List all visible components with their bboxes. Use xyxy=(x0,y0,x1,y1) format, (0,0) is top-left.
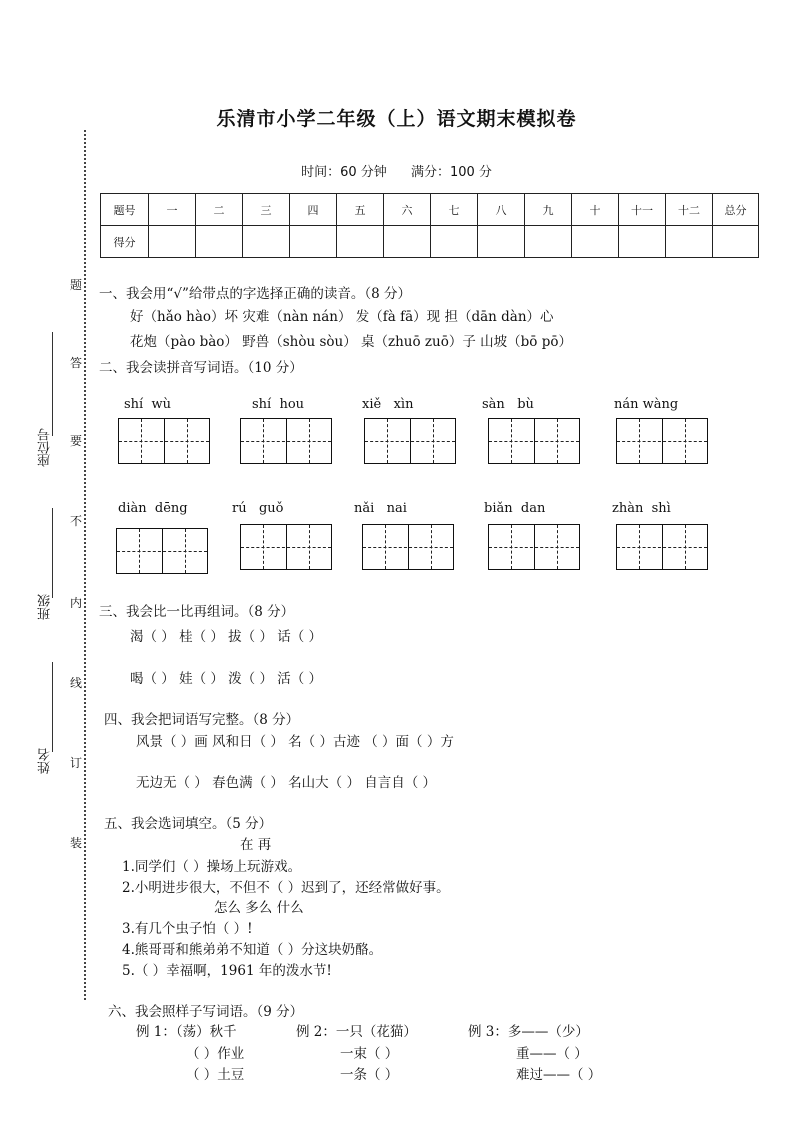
exercise-item: 重——（ ） xyxy=(516,1046,588,1062)
word-choices-1: 在 再 xyxy=(240,837,272,853)
score-header-cell: 二 xyxy=(196,194,243,226)
question-4: 4.熊哥哥和熊弟弟不知道（ ）分这块奶酪。 xyxy=(122,942,383,958)
binding-dotted-line xyxy=(84,130,86,1000)
section-4-line-1: 风景（ ）画 风和日（ ） 名（ ）古迹 （ ）面（ ）方 xyxy=(136,734,454,750)
pinyin-label: biǎn dan xyxy=(484,501,546,516)
pinyin-label: nán wàng xyxy=(614,397,679,412)
pinyin-label: zhàn shì xyxy=(612,501,671,516)
question-2: 2.小明进步很大，不但不（ ）迟到了，还经常做好事。 xyxy=(122,880,450,896)
score-input-cell[interactable] xyxy=(196,226,243,258)
seal-char: 不 xyxy=(69,514,82,528)
score-header-cell: 题号 xyxy=(101,194,149,226)
score-header-cell: 四 xyxy=(290,194,337,226)
section-1-heading: 一、我会用“√”给带点的字选择正确的读音。（8 分） xyxy=(99,286,412,302)
page-title: 乐清市小学二年级（上）语文期末模拟卷 xyxy=(216,108,577,130)
exercise-item: （ ）作业 xyxy=(186,1046,245,1062)
example-3: 例 3：多——（少） xyxy=(468,1024,589,1040)
tianzige-writing-box[interactable] xyxy=(364,418,456,464)
section-2-heading: 二、我会读拼音写词语。（10 分） xyxy=(99,360,303,376)
pinyin-label: diàn dēng xyxy=(118,501,188,516)
score-header-cell: 一 xyxy=(149,194,196,226)
tianzige-writing-box[interactable] xyxy=(118,418,210,464)
tianzige-writing-box[interactable] xyxy=(488,524,580,570)
score-header-cell: 十 xyxy=(572,194,619,226)
score-input-cell[interactable] xyxy=(713,226,759,258)
name-fill-line[interactable] xyxy=(52,662,53,752)
tianzige-writing-box[interactable] xyxy=(488,418,580,464)
exercise-item: 难过——（ ） xyxy=(516,1067,602,1083)
score-table xyxy=(100,193,759,258)
section-1-line-2: 花炮（pào bào） 野兽（shòu sòu） 桌（zhuō zuō）子 山坡（bō pō） xyxy=(130,334,572,350)
seal-char: 订 xyxy=(69,756,82,770)
score-input-cell[interactable] xyxy=(666,226,713,258)
score-input-cell[interactable] xyxy=(243,226,290,258)
pinyin-label: rú guǒ xyxy=(232,501,284,516)
score-header-cell: 十一 xyxy=(619,194,666,226)
score-row-label: 得分 xyxy=(101,226,149,258)
exam-full-score: 满分：100 分 xyxy=(410,165,492,180)
section-3-line-2: 喝（ ） 娃（ ） 泼（ ） 活（ ） xyxy=(130,671,323,687)
section-3-line-1: 渴（ ） 桂（ ） 拔（ ） 话（ ） xyxy=(130,629,323,645)
section-3-heading: 三、我会比一比再组词。（8 分） xyxy=(99,604,295,620)
pinyin-label: xiě xìn xyxy=(362,397,414,412)
example-2: 例 2：一只（花猫） xyxy=(296,1024,417,1040)
exercise-item: 一束（ ） xyxy=(340,1046,399,1062)
section-1-line-1: 好（hǎo hào）坏 灾难（nàn nán） 发（fà fā）现 担（dān dàn）心 xyxy=(130,309,554,325)
pinyin-label: shí hou xyxy=(252,397,305,412)
score-input-cell[interactable] xyxy=(431,226,478,258)
score-input-cell[interactable] xyxy=(572,226,619,258)
word-choices-2: 怎么 多么 什么 xyxy=(214,900,304,916)
score-input-cell[interactable] xyxy=(525,226,572,258)
question-1: 1.同学们（ ）操场上玩游戏。 xyxy=(122,859,302,875)
seal-char: 要 xyxy=(69,434,82,448)
question-3: 3.有几个虫子怕（ ）! xyxy=(122,921,253,937)
seal-char: 装 xyxy=(69,836,82,850)
tianzige-writing-box[interactable] xyxy=(116,528,208,574)
score-input-cell[interactable] xyxy=(478,226,525,258)
class-fill-line[interactable] xyxy=(52,508,53,598)
seal-char: 题 xyxy=(69,278,82,292)
example-1: 例 1：（荡）秋千 xyxy=(136,1024,237,1040)
section-5-heading: 五、我会选词填空。（5 分） xyxy=(104,816,273,832)
score-input-cell[interactable] xyxy=(149,226,196,258)
score-header-cell: 六 xyxy=(384,194,431,226)
tianzige-writing-box[interactable] xyxy=(240,418,332,464)
score-header-cell: 九 xyxy=(525,194,572,226)
score-input-cell[interactable] xyxy=(619,226,666,258)
score-header-cell: 十二 xyxy=(666,194,713,226)
exam-info xyxy=(0,161,793,180)
pinyin-label: nǎi nai xyxy=(354,501,407,516)
section-6-heading: 六、我会照样子写词语。（9 分） xyxy=(108,1004,304,1020)
seal-char: 内 xyxy=(69,596,82,610)
score-input-cell[interactable] xyxy=(384,226,431,258)
exam-time: 时间：60 分钟 xyxy=(301,165,387,180)
class-label: 班级 xyxy=(38,594,53,620)
score-input-cell[interactable] xyxy=(337,226,384,258)
exercise-item: （ ）土豆 xyxy=(186,1067,245,1083)
score-table-score-row xyxy=(101,226,759,258)
pinyin-label: sàn bù xyxy=(482,397,534,412)
pinyin-label: shí wù xyxy=(124,397,171,412)
tianzige-writing-box[interactable] xyxy=(240,524,332,570)
score-header-cell: 八 xyxy=(478,194,525,226)
tianzige-writing-box[interactable] xyxy=(362,524,454,570)
seat-number-fill-line[interactable] xyxy=(52,332,53,436)
score-header-cell: 七 xyxy=(431,194,478,226)
score-header-cell: 总分 xyxy=(713,194,759,226)
tianzige-writing-box[interactable] xyxy=(616,524,708,570)
section-4-line-2: 无边无（ ） 春色满（ ） 名山大（ ） 自言自（ ） xyxy=(136,775,437,791)
tianzige-writing-box[interactable] xyxy=(616,418,708,464)
question-5: 5.（ ）幸福啊，1961 年的泼水节! xyxy=(122,963,332,979)
seat-number-label: 座位号 xyxy=(38,428,53,467)
name-label: 姓名 xyxy=(38,748,53,774)
score-header-cell: 三 xyxy=(243,194,290,226)
score-table-header-row xyxy=(101,194,759,226)
section-4-heading: 四、我会把词语写完整。（8 分） xyxy=(104,712,300,728)
score-input-cell[interactable] xyxy=(290,226,337,258)
seal-char: 答 xyxy=(69,356,82,370)
seal-char: 线 xyxy=(69,676,82,690)
exercise-item: 一条（ ） xyxy=(340,1067,399,1083)
score-header-cell: 五 xyxy=(337,194,384,226)
